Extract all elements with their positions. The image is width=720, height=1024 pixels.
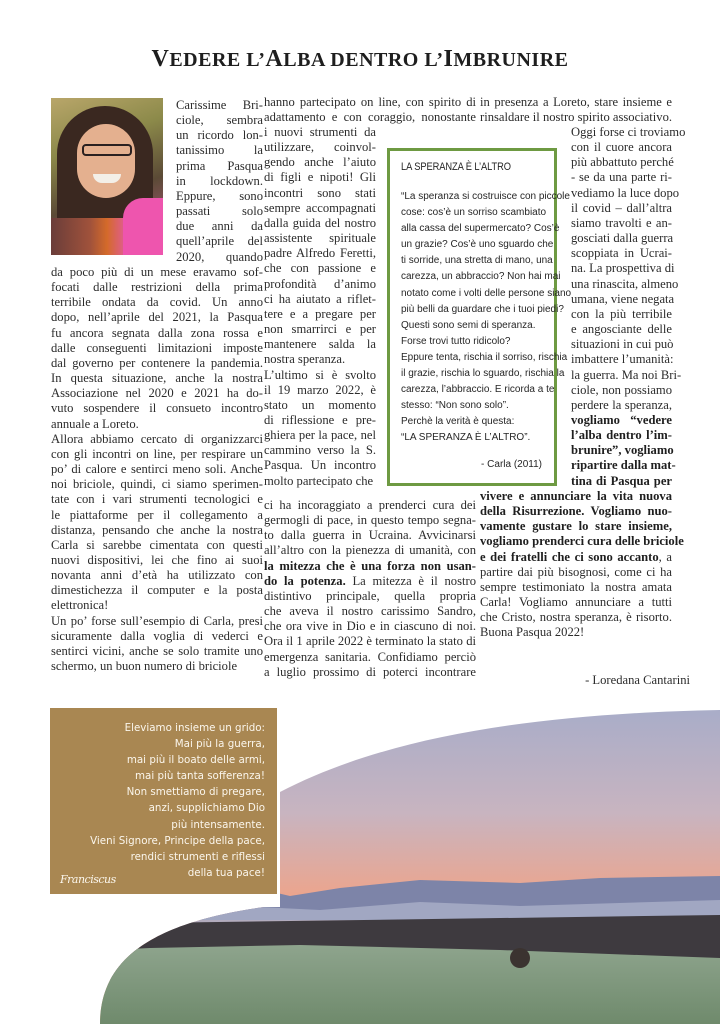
text-line: a luglio prossimo di poterci incontrare xyxy=(264,664,476,679)
quote-line: alla cassa del supermercato? Cos’è xyxy=(401,223,560,235)
prayer-line: mai più tanta sofferenza! xyxy=(135,770,265,783)
text-line: partire dai più bisognosi, come ci ha xyxy=(480,564,672,579)
text-line: imbattere l’umanità: xyxy=(571,352,674,367)
text-line: dal governo per contenere la pandemia. xyxy=(51,355,263,370)
text-line: to dalla guerra in Ucraina. Avvicinarsi xyxy=(264,528,476,543)
photo-face xyxy=(77,124,135,198)
prayer-line: Vieni Signore, Principe della pace, xyxy=(90,834,265,847)
text-line: non smarrirci e per xyxy=(264,322,376,337)
column-2-narrow-text xyxy=(264,125,376,489)
text-line: assistente spirituale xyxy=(264,231,376,246)
text-line: siamo travolti e an- xyxy=(571,215,672,230)
text-line: profondità d’animo xyxy=(264,276,376,291)
text-line: con il cuore ancora xyxy=(571,140,672,155)
text-line: con la più terribile xyxy=(571,306,672,321)
text-line: Ora il 1 aprile 2022 è terminato la stato di xyxy=(264,634,476,649)
prayer-box xyxy=(50,708,277,894)
text-line: prima Pasqua xyxy=(176,158,263,173)
text-line: e dei fratelli che ci sono accanto, a xyxy=(480,549,672,564)
text-line: la mitezza che è una forza non usan- xyxy=(264,558,476,573)
quote-line: Forse trovi tutto ridicolo? xyxy=(401,335,511,347)
prayer-signature: Franciscus xyxy=(60,872,116,886)
text-line: vediamo la luce dopo xyxy=(571,185,680,200)
text-line: stato un momento xyxy=(264,397,376,412)
text-line: umana, viene negata xyxy=(571,291,675,306)
title-part: LBA DENTRO L’ xyxy=(283,49,444,71)
text-line: fu ancora segnata dalla zona rossa e xyxy=(51,325,263,340)
text-line: e angosciante delle xyxy=(571,322,672,337)
quote-line: Questi sono semi di speranza. xyxy=(401,319,536,331)
text-line: cammino verso la S. xyxy=(264,443,376,458)
lone-tree xyxy=(510,948,530,968)
text-line: ciole, sembra xyxy=(176,113,263,128)
text-line: da poco più di un mese eravamo sof- xyxy=(51,265,263,279)
text-line: dopo, nell’aprile del 2021, la Pasqua xyxy=(51,310,263,325)
text-line: ci ha aiutato a riflet- xyxy=(264,291,376,306)
text-line: hanno partecipato on line, con spirito di xyxy=(264,95,476,109)
text-line: i nuovi strumenti da xyxy=(264,125,376,139)
text-line: che aveva il nostro carissimo Sandro, xyxy=(264,604,476,619)
column-1-text xyxy=(51,265,263,674)
photo-glasses xyxy=(82,144,132,156)
quote-box-signature: - Carla (2011) xyxy=(481,459,542,470)
text-line: 2020, quando xyxy=(176,249,263,264)
text-line: gosciati dalla guerra xyxy=(571,231,674,246)
text-line: Pasqua. Un incontro xyxy=(264,458,376,473)
prayer-line: mai più il boato delle armi, xyxy=(126,754,265,767)
text-line: Allora abbiamo cercato di organizzarci xyxy=(51,431,263,446)
text-line: Un po’ forse sull’esempio di Carla, presi xyxy=(51,613,263,628)
text-line: di riflessione e pre- xyxy=(264,412,376,427)
article-author: - Loredana Cantarini xyxy=(585,673,690,687)
text-line: scoppiata in Ucrai- xyxy=(571,246,672,261)
prayer-line: più intensamente. xyxy=(171,818,265,831)
text-line: annuale a Loreto. xyxy=(51,416,139,431)
prayer-line: Mai più la guerra, xyxy=(174,738,265,751)
text-line: più abbattuto perché xyxy=(571,155,674,170)
text-line: padre Alfredo Feretti, xyxy=(264,246,376,261)
text-line: Eppure, sono xyxy=(176,188,263,203)
prayer-line: rendici strumenti e riflessi xyxy=(130,850,265,863)
text-line: schermo, un buon numero di briciole xyxy=(51,659,238,674)
text-line: dalla guida del nostro xyxy=(264,215,376,230)
text-line: focati dalle restrizioni della prima xyxy=(51,280,263,295)
author-photo xyxy=(51,98,163,255)
text-line: vamente gustare lo stare insieme, xyxy=(480,519,672,534)
bold-text: e dei fratelli che ci sono accanto xyxy=(480,549,659,564)
photo-pink-garment xyxy=(123,198,163,255)
text-line: in lockdown. xyxy=(176,173,263,188)
text-line: ciole, non possiamo xyxy=(571,382,672,397)
text-line: utilizzare, coinvol- xyxy=(264,140,376,155)
text-line: terribile ondata da covid. Un anno xyxy=(51,295,263,310)
text-line: brunire”, vogliamo xyxy=(571,443,674,458)
text-line: distanza, pensando che anche la nostra xyxy=(51,522,263,537)
text-line: tere e a pregare per xyxy=(264,306,376,321)
text-line: vogliamo prenderci cura delle briciole xyxy=(480,534,684,549)
text-line: - se da una parte ri- xyxy=(571,170,672,185)
quote-line: carezza, un abbraccio? Non hai mai xyxy=(401,271,561,283)
quote-line: cose: cos’è un sorriso scambiato xyxy=(401,207,547,219)
text-line: il 19 marzo 2022, è xyxy=(264,382,376,397)
column-2-bottom-text xyxy=(264,498,476,680)
text-line: vogliamo “vedere xyxy=(571,412,672,427)
quote-box-title: LA SPERANZA È L’ALTRO xyxy=(401,161,511,173)
text-line: sempre testimoniato la nostra amata xyxy=(480,579,672,594)
text-line: rinsaldare il nostro spirito associativo. xyxy=(480,110,673,125)
text-line: una rinascita, almeno xyxy=(571,276,679,291)
quote-box-body xyxy=(401,189,572,447)
text-line: la guerra. Ma noi Bri- xyxy=(571,367,682,382)
quote-line: ti sorride, una stretta di mano, una xyxy=(401,255,553,267)
text-line: di figli e nipoti! Gli xyxy=(264,170,376,185)
quote-line: un grazie? Cos’è uno sguardo che xyxy=(401,239,554,251)
text-line: ghiera per la pace, nel xyxy=(264,428,376,443)
text-line: mantenere salda la xyxy=(264,337,376,352)
text-line: quell’aprile del xyxy=(176,234,263,249)
text-line: passati solo xyxy=(176,204,263,219)
text-line: dimestichezza il computer e la posta xyxy=(51,583,263,598)
article-title: VEDERE L’ALBA DENTRO L’IMBRUNIRE xyxy=(151,46,569,72)
text-line: ci ha incoraggiato a prenderci cura dei xyxy=(264,498,476,512)
text-line: molto partecipato che xyxy=(264,473,374,488)
title-initial: V xyxy=(151,46,170,72)
text-line: Associazione nel 2020 e 2021 ha do- xyxy=(51,386,263,401)
text-line: situazioni in cui può xyxy=(571,337,674,352)
prayer-lines xyxy=(58,720,265,881)
quote-line: più belli da guardare che i tuoi piedi? xyxy=(401,303,564,315)
text-line: vuto sospendere il consueto incontro xyxy=(51,401,263,416)
text-line: all’altro con la pienezza di umanità, con xyxy=(264,543,476,558)
text-line: tanissimo la xyxy=(176,143,263,158)
text-line: nuovi dispositivi, lei che fino ai suoi xyxy=(51,552,263,567)
text-line: dalle conseguenti limitazioni imposte xyxy=(51,340,263,355)
quote-line: “LA SPERANZA È L’ALTRO”. xyxy=(401,432,531,444)
text-line: perdere la speranza, xyxy=(571,397,672,412)
column-3-narrow-text xyxy=(571,125,686,489)
prayer-line: anzi, supplichiamo Dio xyxy=(148,802,265,815)
bold-text: do la potenza. xyxy=(264,573,346,588)
text-line: tina di Pasqua per xyxy=(571,473,672,488)
quote-line: Eppure tenta, rischia il sorriso, rischia xyxy=(401,351,568,363)
text-line: le piattaforme per il collegamento a xyxy=(51,507,263,522)
text-line: in presenza a Loreto, stare insieme e xyxy=(480,95,672,109)
column-3-bottom-text xyxy=(480,489,684,641)
quote-line: il grazie, rischia lo sguardo, rischia la xyxy=(401,368,565,380)
text-line: che ora vive in Dio e in ciascuno di noi. xyxy=(264,619,476,634)
text-line: vivere e annunciare la vita nuova xyxy=(480,489,672,503)
text-line: Buona Pasqua 2022! xyxy=(480,625,585,640)
title-part: MBRUNIRE xyxy=(453,49,569,71)
text-line: Oggi forse ci troviamo xyxy=(571,125,686,139)
text-line: l’alba dentro l’im- xyxy=(571,428,672,443)
text-line: distintivo principale, quella propria xyxy=(264,588,476,603)
text-line: gendo anche l’aiuto xyxy=(264,155,376,170)
quote-box xyxy=(387,148,572,486)
text-line: emergenza sanitaria. Confidiamo perciò xyxy=(264,649,476,664)
text-line: L’ultimo si è svolto xyxy=(264,367,376,382)
column-1-beside-photo xyxy=(176,98,263,265)
prayer-line: Non smettiamo di pregare, xyxy=(126,786,265,799)
quote-line: stesso: “Non sono solo”. xyxy=(401,400,509,412)
text-line: do la potenza. La mitezza è il nostro xyxy=(264,573,476,588)
quote-line: “La speranza si costruisce con piccole xyxy=(401,191,570,202)
text-line: sempre accompagnati xyxy=(264,200,376,215)
quote-line: carezza, l’abbraccio. E ricorda a te xyxy=(401,384,555,396)
text-line: due anni da xyxy=(176,219,263,234)
column-2-top-text xyxy=(264,95,476,125)
text-line: che con passione e xyxy=(264,261,376,276)
text-line: Carla! Vogliamo annunciare a tutti xyxy=(480,595,672,610)
text-line: il covid – dall’altra xyxy=(571,200,672,215)
text-line: della Risurrezione. Vogliamo nuo- xyxy=(480,504,672,519)
quote-line: notato come i volti delle persone siano xyxy=(401,287,572,299)
text-line: na. La prospettiva di xyxy=(571,261,675,276)
text-line: sentirci vicini, anche se solo tramite uno xyxy=(51,643,263,658)
text-line: ripartire dalla mat- xyxy=(571,458,676,473)
text-line: adattamento e con coraggio, nonostante xyxy=(264,110,476,125)
text-line: nostra speranza. xyxy=(264,352,346,367)
title-part: EDERE L’ xyxy=(169,49,266,71)
text-line: tate con i vari strumenti tecnologici e xyxy=(51,492,263,507)
prayer-line: Eleviamo insieme un grido: xyxy=(124,722,265,734)
text-line: novanta anni d’età ha utilizzato con xyxy=(51,568,263,583)
text-line: noi briciole, quindi, ci siamo sperimen- xyxy=(51,477,263,492)
text-line: un ricordo lon- xyxy=(176,128,263,143)
text-line: germogli di pace, in questo tempo segna- xyxy=(264,513,476,528)
text-line: Carissime Bri- xyxy=(176,98,263,112)
text-line: Carla si sarebbe cimentata con questi xyxy=(51,537,263,552)
text-line: elettronica! xyxy=(51,598,109,613)
text-line: sicuramente dalla voglia di vederci e xyxy=(51,628,263,643)
prayer-line: della tua pace! xyxy=(187,866,265,879)
text-line: che Cristo, nostra speranza, è risorto. xyxy=(480,610,672,625)
text-line: con gli incontri on line, per respirare un xyxy=(51,446,263,461)
text-line: incontri sono stati xyxy=(264,185,376,200)
meadow xyxy=(0,945,720,1024)
quote-line: Perchè la verità è questa: xyxy=(401,416,515,428)
text-line: In questa situazione, anche la nostra xyxy=(51,371,263,386)
text-line: po’ di calore e sentirci meno soli. Anche xyxy=(51,462,263,477)
column-3-top-text xyxy=(480,95,672,125)
